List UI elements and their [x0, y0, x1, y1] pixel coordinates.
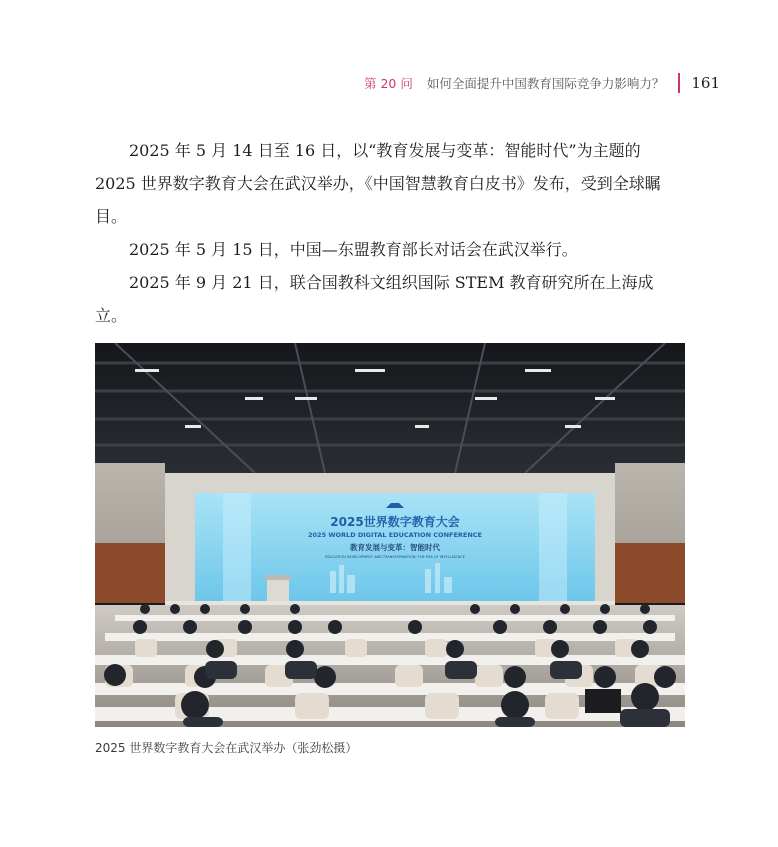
screen-title-cn: 2025世界数字教育大会	[330, 515, 460, 529]
paragraph: 2025 年 5 月 14 日至 16 日，以“教育发展与变革：智能时代”为主题的 2025 世界数字教育大会在武汉举办，《中国智慧教育白皮书》发布，受到全球瞩目。	[95, 141, 661, 226]
paragraph: 2025 年 9 月 21 日，联合国教科文组织国际 STEM 教育研究所在上海成立。	[95, 273, 654, 325]
photo-caption: 2025 世界数字教育大会在武汉举办（张劲松摄）	[95, 741, 358, 755]
chapter-label: 第 20 问	[363, 76, 413, 91]
screen-theme-en: EDUCATION DEVELOPMENT AND TRANSFORMATION: THE ERA OF INTELLIGENCE	[325, 555, 465, 559]
header-divider	[678, 73, 680, 93]
chapter-question: 如何全面提升中国教育国际竞争力影响力？	[426, 76, 665, 91]
screen-theme-cn: 教育发展与变革：智能时代	[350, 543, 440, 552]
body-text	[95, 134, 685, 332]
conference-photo	[95, 343, 685, 727]
page-number: 161	[691, 74, 720, 92]
screen-title-en: 2025 WORLD DIGITAL EDUCATION CONFERENCE	[308, 531, 482, 539]
running-header	[364, 73, 720, 93]
paragraph: 2025 年 5 月 15 日，中国—东盟教育部长对话会在武汉举行。	[129, 240, 578, 259]
